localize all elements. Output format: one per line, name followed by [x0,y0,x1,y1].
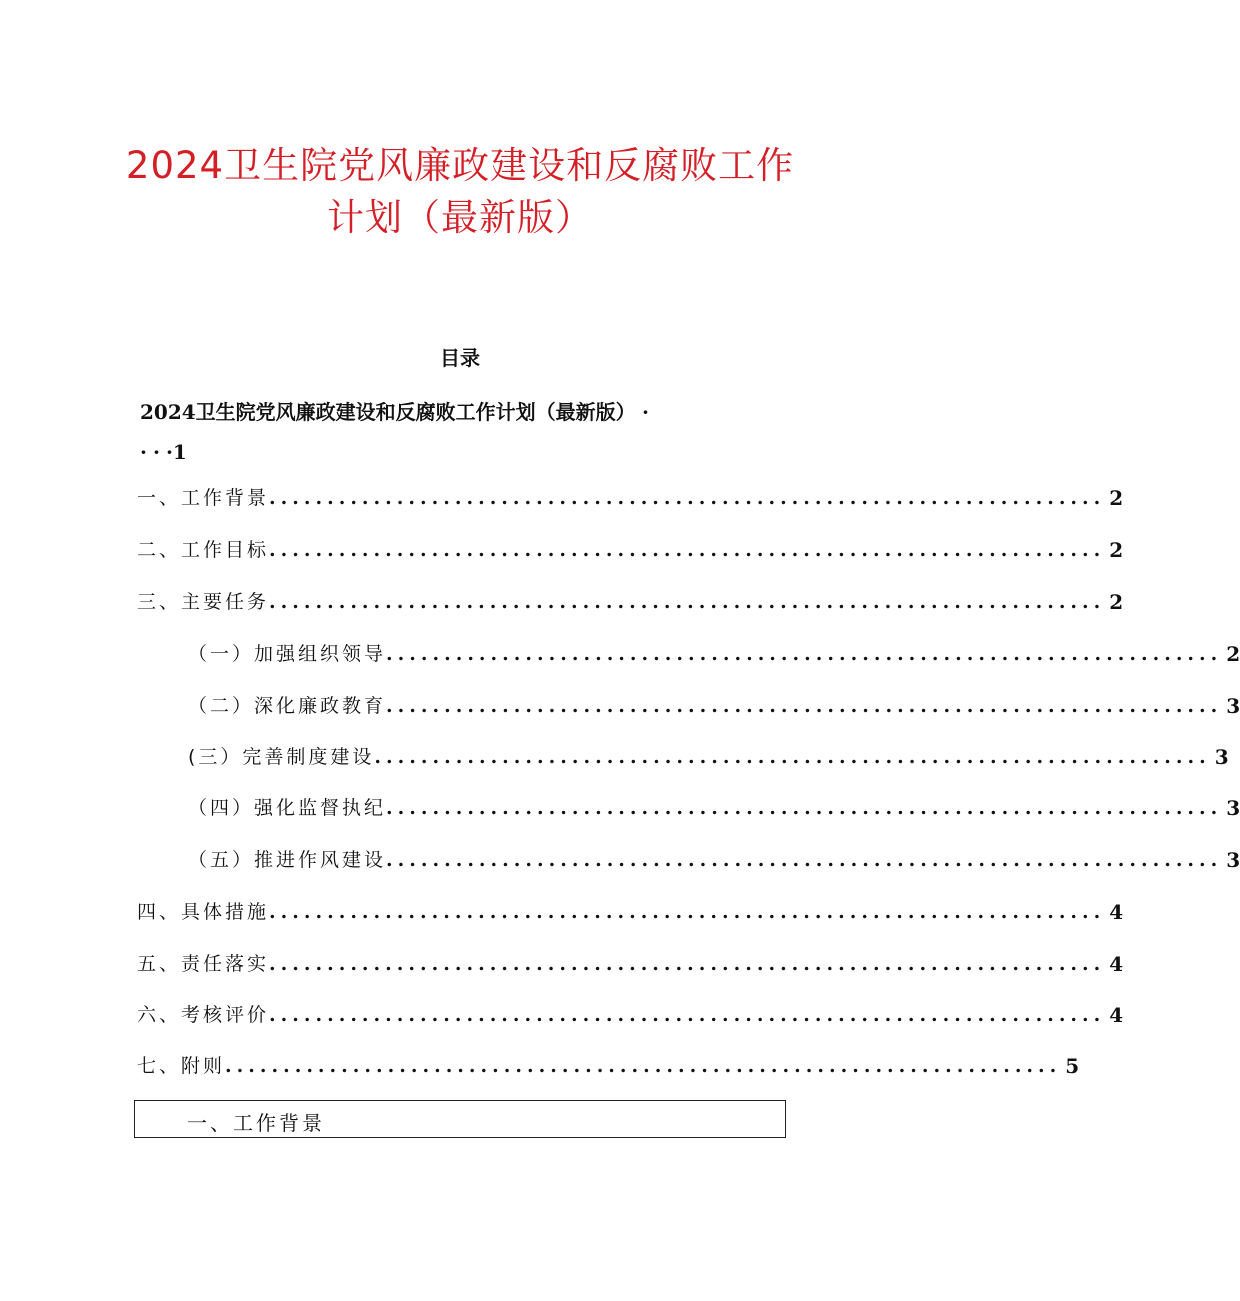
toc-leader-dots: ........................................................................ [386,643,1223,665]
toc-entry[interactable] [188,737,1229,769]
toc-entry-page: 5 [1065,1054,1080,1078]
toc-entry-label: 六、考核评价 [137,1004,270,1026]
toc-main-entry-leader-2: ·· [140,440,166,464]
toc-entry[interactable] [137,995,1124,1027]
toc-entry-page: 2 [1226,642,1240,666]
section-heading-box [134,1100,786,1138]
toc-entry-page: 2 [1109,486,1124,510]
toc-entry-label: 五、责任落实 [137,953,270,975]
toc-leader-dots: ........................................................................ [386,695,1223,717]
toc-entry[interactable] [188,788,1240,820]
toc-entry-page: 3 [1226,848,1240,872]
toc-leader-dots: ........................................................................ [225,1055,1062,1077]
toc-leader-dots: ........................................................................ [269,591,1106,613]
toc-entry[interactable] [137,944,1124,976]
toc-leader-dots: ........................................................................ [269,539,1106,561]
toc-entry-label: （二）深化廉政教育 [188,695,387,717]
toc-main-entry-page: ·1 [165,440,187,464]
toc-entry-page: 3 [1226,796,1240,820]
toc-leader-dots: ........................................................................ [374,746,1211,768]
toc-entry[interactable] [188,840,1240,872]
toc-entry-label: （五）推进作风建设 [188,849,387,871]
toc-heading: 目录 [440,346,480,370]
toc-entry-label: 三、主要任务 [137,591,270,613]
toc-leader-dots: ........................................................................ [269,1004,1106,1026]
toc-entry[interactable] [137,530,1124,562]
toc-entry-page: 4 [1109,900,1124,924]
toc-entry[interactable] [137,1046,1080,1078]
toc-entry-label: 七、附则 [137,1055,226,1077]
toc-leader-dots: ........................................................................ [386,797,1223,819]
toc-entry-label: (三）完善制度建设 [188,746,375,768]
toc-entry-label: 一、工作背景 [137,487,270,509]
toc-entry[interactable] [188,634,1240,666]
toc-main-entry-leader: · [642,400,655,424]
toc-entry-page: 3 [1214,745,1229,769]
toc-entry[interactable] [137,582,1124,614]
toc-entry[interactable] [188,686,1240,718]
toc-entry-label: （四）强化监督执纪 [188,797,387,819]
toc-entry-page: 2 [1109,590,1124,614]
toc-entry[interactable] [137,478,1124,510]
toc-entry-page: 4 [1109,1003,1124,1027]
toc-main-entry[interactable] [140,392,790,472]
toc-leader-dots: ........................................................................ [386,849,1223,871]
toc-entry-page: 2 [1109,538,1124,562]
toc-entry[interactable] [137,892,1124,924]
document-title-line-1: 2024卫生院党风廉政建设和反腐败工作 [125,144,795,187]
toc-leader-dots: ........................................................................ [269,901,1106,923]
toc-entry-label: 四、具体措施 [137,901,270,923]
toc-main-entry-text: 2024卫生院党风廉政建设和反腐败工作计划（最新版） [140,400,636,424]
toc-entry-page: 4 [1109,952,1124,976]
document-title-line-2: 计划（最新版） [327,196,593,239]
toc-entry-label: （一）加强组织领导 [188,643,387,665]
toc-entry-page: 3 [1226,694,1240,718]
toc-leader-dots: ........................................................................ [269,487,1106,509]
toc-entry-label: 二、工作目标 [137,539,270,561]
toc-leader-dots: ........................................................................ [269,953,1106,975]
section-heading: 一、工作背景 [187,1111,325,1135]
